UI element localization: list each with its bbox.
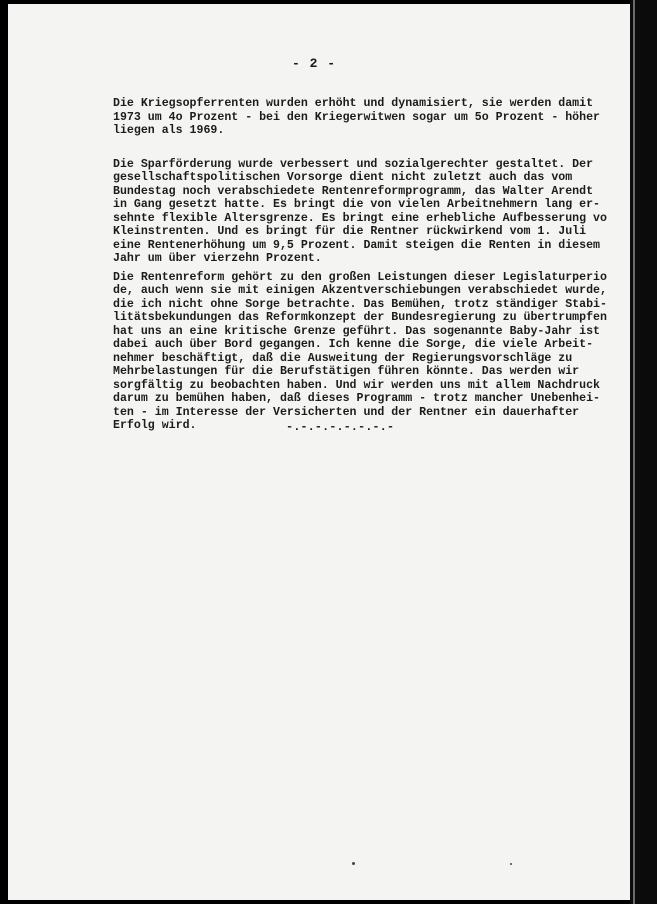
document-body	[113, 97, 633, 433]
end-separator: -.-.-.-.-.-.-.-	[286, 420, 395, 434]
scan-speck	[510, 863, 512, 865]
paragraph-3	[113, 271, 633, 433]
text-line: Mehrbelastungen für die Berufstätigen führen könnte. Das werden wir	[113, 365, 580, 378]
text-line: sorgfältig zu beobachten haben. Und wir werden uns mit allem Nachdruck	[113, 378, 601, 392]
scan-speck	[352, 862, 355, 865]
page-number: - 2 -	[292, 56, 337, 71]
binder-edge	[633, 0, 635, 904]
text-line: darum zu bemühen haben, daß dieses Programm - trotz mancher Unebenhei-	[113, 392, 601, 405]
text-line: eine Rentenerhöhung um 9,5 Prozent. Damit steigen die Renten in diesem	[113, 238, 601, 252]
text-line: Die Rentenreform gehört zu den großen Leistungen dieser Legislaturperio	[113, 270, 607, 284]
text-line: Bundestag noch verabschiedete Rentenreformprogramm, das Walter Arendt	[113, 184, 594, 198]
text-line: hat uns an eine kritische Grenze geführt. Das sogenannte Baby-Jahr ist	[113, 324, 601, 338]
text-line: dabei auch über Bord gegangen. Ich kenne die Sorge, die viele Arbeit-	[113, 338, 594, 351]
text-line: liegen als 1969.	[113, 124, 225, 137]
text-line: Die Kriegsopferrenten wurden erhöht und dynamisiert, sie werden damit	[113, 97, 594, 110]
text-line: nehmer beschäftigt, daß die Ausweitung der Regierungsvorschläge zu	[113, 351, 573, 365]
text-line: Kleinstrenten. Und es bringt für die Rentner rückwirkend vom 1. Juli	[113, 225, 587, 238]
text-line: Erfolg wird.	[113, 419, 197, 432]
text-line: die ich nicht ohne Sorge betrachte. Das Bemühen, trotz ständiger Stabi-	[113, 297, 607, 311]
paragraph-1	[113, 97, 633, 138]
text-line: litätsbekundungen das Reformkonzept der Bundesregierung zu übertrumpfen	[113, 311, 607, 324]
text-line: de, auch wenn sie mit einigen Akzentverschiebungen verabschiedet wurde,	[113, 284, 607, 297]
text-line: in Gang gesetzt hatte. Es bringt die von vielen Arbeitnehmern lang er-	[113, 198, 601, 211]
text-line: 1973 um 4o Prozent - bei den Kriegerwitwen sogar um 5o Prozent - höher	[113, 110, 601, 124]
text-line: ten - im Interesse der Versicherten und der Rentner ein dauerhafter	[113, 405, 580, 419]
text-line: gesellschaftspolitischen Vorsorge dient nicht zuletzt auch das vom	[113, 171, 573, 184]
text-line: Jahr um über vierzehn Prozent.	[113, 252, 322, 265]
text-line: Die Sparförderung wurde verbessert und sozialgerechter gestaltet. Der	[113, 157, 594, 171]
text-line: sehnte flexible Altersgrenze. Es bringt eine erhebliche Aufbesserung vo	[113, 211, 607, 225]
paragraph-2	[113, 158, 633, 266]
